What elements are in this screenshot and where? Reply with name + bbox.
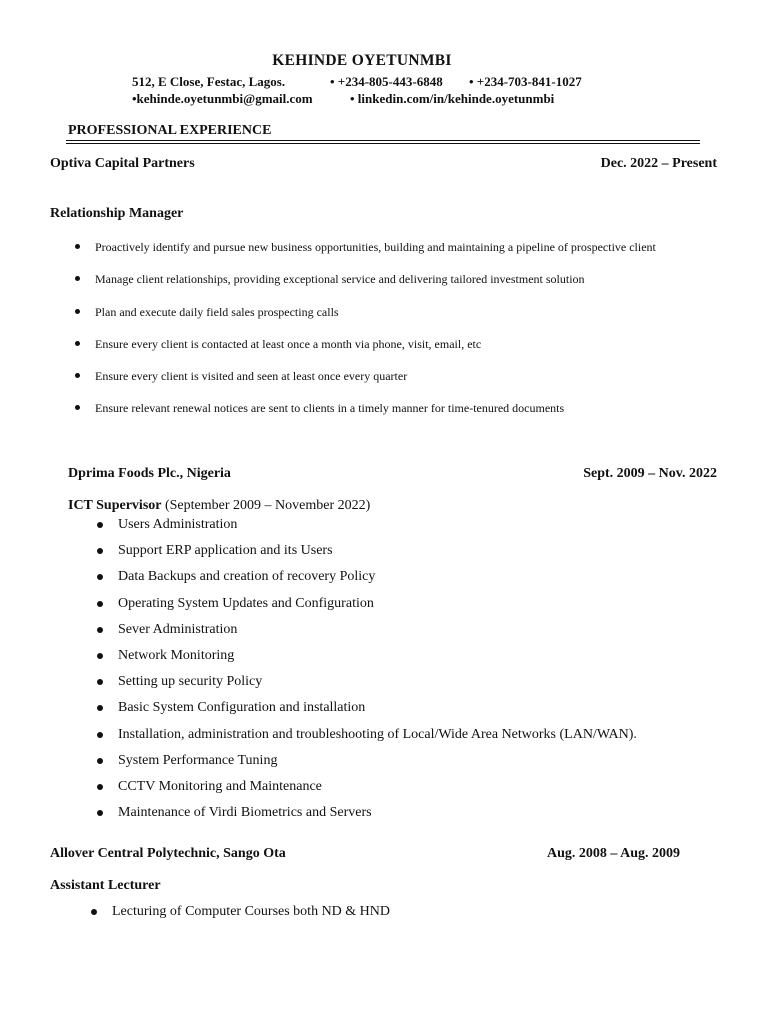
job-role: ICT Supervisor (September 2009 – November 2022)	[68, 498, 371, 513]
job-dates: Sept. 2009 – Nov. 2022	[583, 466, 717, 481]
phone-secondary: • +234-703-841-1027	[469, 74, 582, 89]
list-item: Lecturing of Computer Courses both ND & HND	[112, 901, 390, 923]
list-item: Network Monitoring	[118, 645, 637, 671]
list-item: Proactively identify and pursue new business opportunities, building and maintaining a pipeline of prospective client	[95, 237, 656, 269]
list-item: Maintenance of Virdi Biometrics and Servers	[118, 802, 637, 828]
section-title: PROFESSIONAL EXPERIENCE	[68, 123, 272, 138]
list-item: Ensure every client is visited and seen at least once every quarter	[95, 366, 656, 398]
list-item: CCTV Monitoring and Maintenance	[118, 776, 637, 802]
list-item: Operating System Updates and Configuration	[118, 593, 637, 619]
job-dates: Dec. 2022 – Present	[600, 156, 717, 171]
section-divider-bottom	[66, 143, 700, 144]
list-item: Ensure every client is contacted at least once a month via phone, visit, email, etc	[95, 334, 656, 366]
job-responsibilities	[112, 901, 390, 923]
linkedin: • linkedin.com/in/kehinde.oyetunmbi	[350, 91, 555, 106]
list-item: Ensure relevant renewal notices are sent to clients in a timely manner for time-tenured documents	[95, 398, 656, 430]
candidate-name: KEHINDE OYETUNMBI	[272, 52, 452, 69]
job-company: Optiva Capital Partners	[50, 156, 195, 171]
list-item: Plan and execute daily field sales prospecting calls	[95, 302, 656, 334]
list-item: Setting up security Policy	[118, 671, 637, 697]
job-company: Allover Central Polytechnic, Sango Ota	[50, 846, 286, 861]
list-item: Users Administration	[118, 514, 637, 540]
list-item: Sever Administration	[118, 619, 637, 645]
list-item: Support ERP application and its Users	[118, 540, 637, 566]
section-divider-top	[66, 140, 700, 141]
email: •kehinde.oyetunmbi@gmail.com	[132, 91, 313, 106]
list-item: Installation, administration and troubleshooting of Local/Wide Area Networks (LAN/WAN).	[118, 724, 637, 750]
job-role: Assistant Lecturer	[50, 878, 161, 893]
address: 512, E Close, Festac, Lagos.	[132, 74, 286, 89]
list-item: Data Backups and creation of recovery Policy	[118, 566, 637, 592]
job-responsibilities	[95, 237, 656, 431]
job-dates: Aug. 2008 – Aug. 2009	[547, 846, 681, 861]
job-responsibilities	[118, 514, 637, 828]
phone-primary: • +234-805-443-6848	[330, 74, 443, 89]
job-role: Relationship Manager	[50, 206, 184, 221]
list-item: Manage client relationships, providing exceptional service and delivering tailored investment solution	[95, 269, 656, 301]
list-item: Basic System Configuration and installation	[118, 697, 637, 723]
job-company: Dprima Foods Plc., Nigeria	[68, 466, 231, 481]
list-item: System Performance Tuning	[118, 750, 637, 776]
